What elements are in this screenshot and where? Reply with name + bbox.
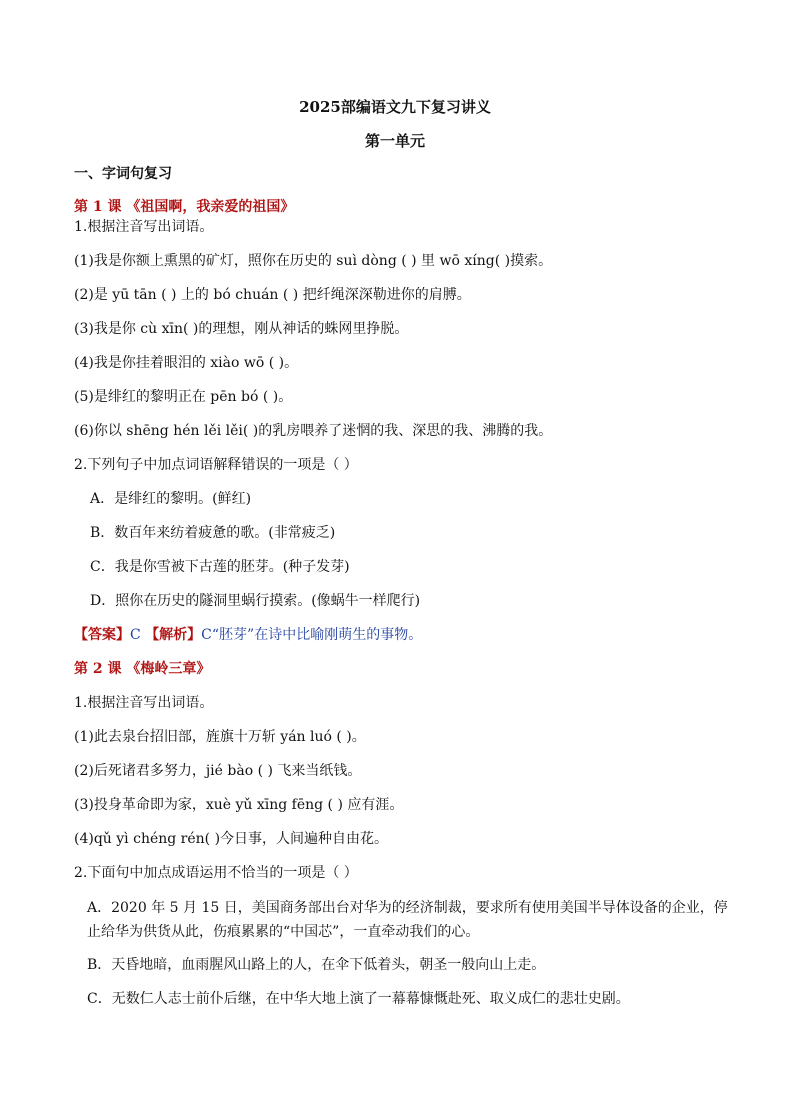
lesson1-item: (2)是 yū tān ( ) 上的 bó chuán ( ) 把纤绳深深勒进你的肩膊。 (74, 287, 471, 303)
doc-title: 2025部编语文九下复习讲义 (299, 98, 491, 116)
lesson1-option-b: B．数百年来纺着疲惫的歌。(非常疲乏) (90, 525, 336, 541)
lesson1-item: (3)我是你 cù xīn( )的理想，刚从神话的蛛网里挣脱。 (74, 321, 409, 337)
lesson1-option-a: A．是绯红的黎明。(鲜红) (90, 491, 252, 507)
analysis-text: C“胚芽”在诗中比喻刚萌生的事物。 (201, 627, 423, 643)
lesson1-item: (1)我是你额上熏黑的矿灯，照你在历史的 suì dòng ( ) 里 wō xíng( )摸索。 (74, 253, 553, 269)
section-heading: 一、字词句复习 (74, 166, 172, 182)
lesson2-option-b: B．天昏地暗，血雨腥风山路上的人，在伞下低着头，朝圣一般向山上走。 (87, 957, 546, 973)
answer-value: C (130, 627, 146, 643)
lesson2-option-a: A．2020 年 5 月 15 日，美国商务部出台对华为的经济制裁，要求所有使用美国半导体设备的企业，停止给华为供货从此，伤痕累累的“中国芯”，一直牵动我们的心。 (87, 900, 728, 940)
lesson1-option-c: C．我是你雪被下古莲的胚芽。(种子发芽) (90, 559, 350, 575)
lesson2-question2: 2.下面句中加点成语运用不恰当的一项是（ ） (74, 865, 358, 881)
lesson2-item: (4)qǔ yì chéng rén( )今日事，人间遍种自由花。 (74, 831, 389, 847)
lesson1-item: (4)我是你挂着眼泪的 xiào wō ( )。 (74, 355, 299, 371)
lesson1-answer (74, 626, 422, 644)
analysis-label: 【解析】 (145, 627, 202, 643)
unit-title: 第一单元 (364, 132, 425, 150)
lesson2-heading: 第 2 课 《梅岭三章》 (74, 661, 211, 677)
lesson2-item: (1)此去泉台招旧部，旌旗十万斩 yán luó ( )。 (74, 729, 366, 745)
lesson1-item: (6)你以 shēng hén lěi lěi( )的乳房喂养了迷惘的我、深思的我、沸腾的我。 (74, 423, 553, 439)
lesson2-item: (2)后死诸君多努力，jié bào ( ) 飞来当纸钱。 (74, 763, 362, 779)
lesson1-question2: 2.下列句子中加点词语解释错误的一项是（ ） (74, 457, 358, 473)
lesson2-option-c: C．无数仁人志士前仆后继，在中华大地上演了一幕幕慷慨赴死、取义成仁的悲壮史剧。 (87, 991, 630, 1007)
answer-label: 【答案】 (74, 627, 130, 643)
lesson2-item: (3)投身革命即为家，xuè yǔ xīng fēng ( ) 应有涯。 (74, 797, 404, 813)
lesson1-option-d: D．照你在历史的隧洞里蜗行摸索。(像蜗牛一样爬行) (90, 593, 421, 609)
lesson1-item: (5)是绯红的黎明正在 pēn bó ( )。 (74, 389, 293, 405)
lesson2-question1: 1.根据注音写出词语。 (74, 695, 214, 711)
lesson1-heading: 第 1 课 《祖国啊，我亲爱的祖国》 (74, 199, 295, 215)
lesson1-question1: 1.根据注音写出词语。 (74, 219, 214, 235)
